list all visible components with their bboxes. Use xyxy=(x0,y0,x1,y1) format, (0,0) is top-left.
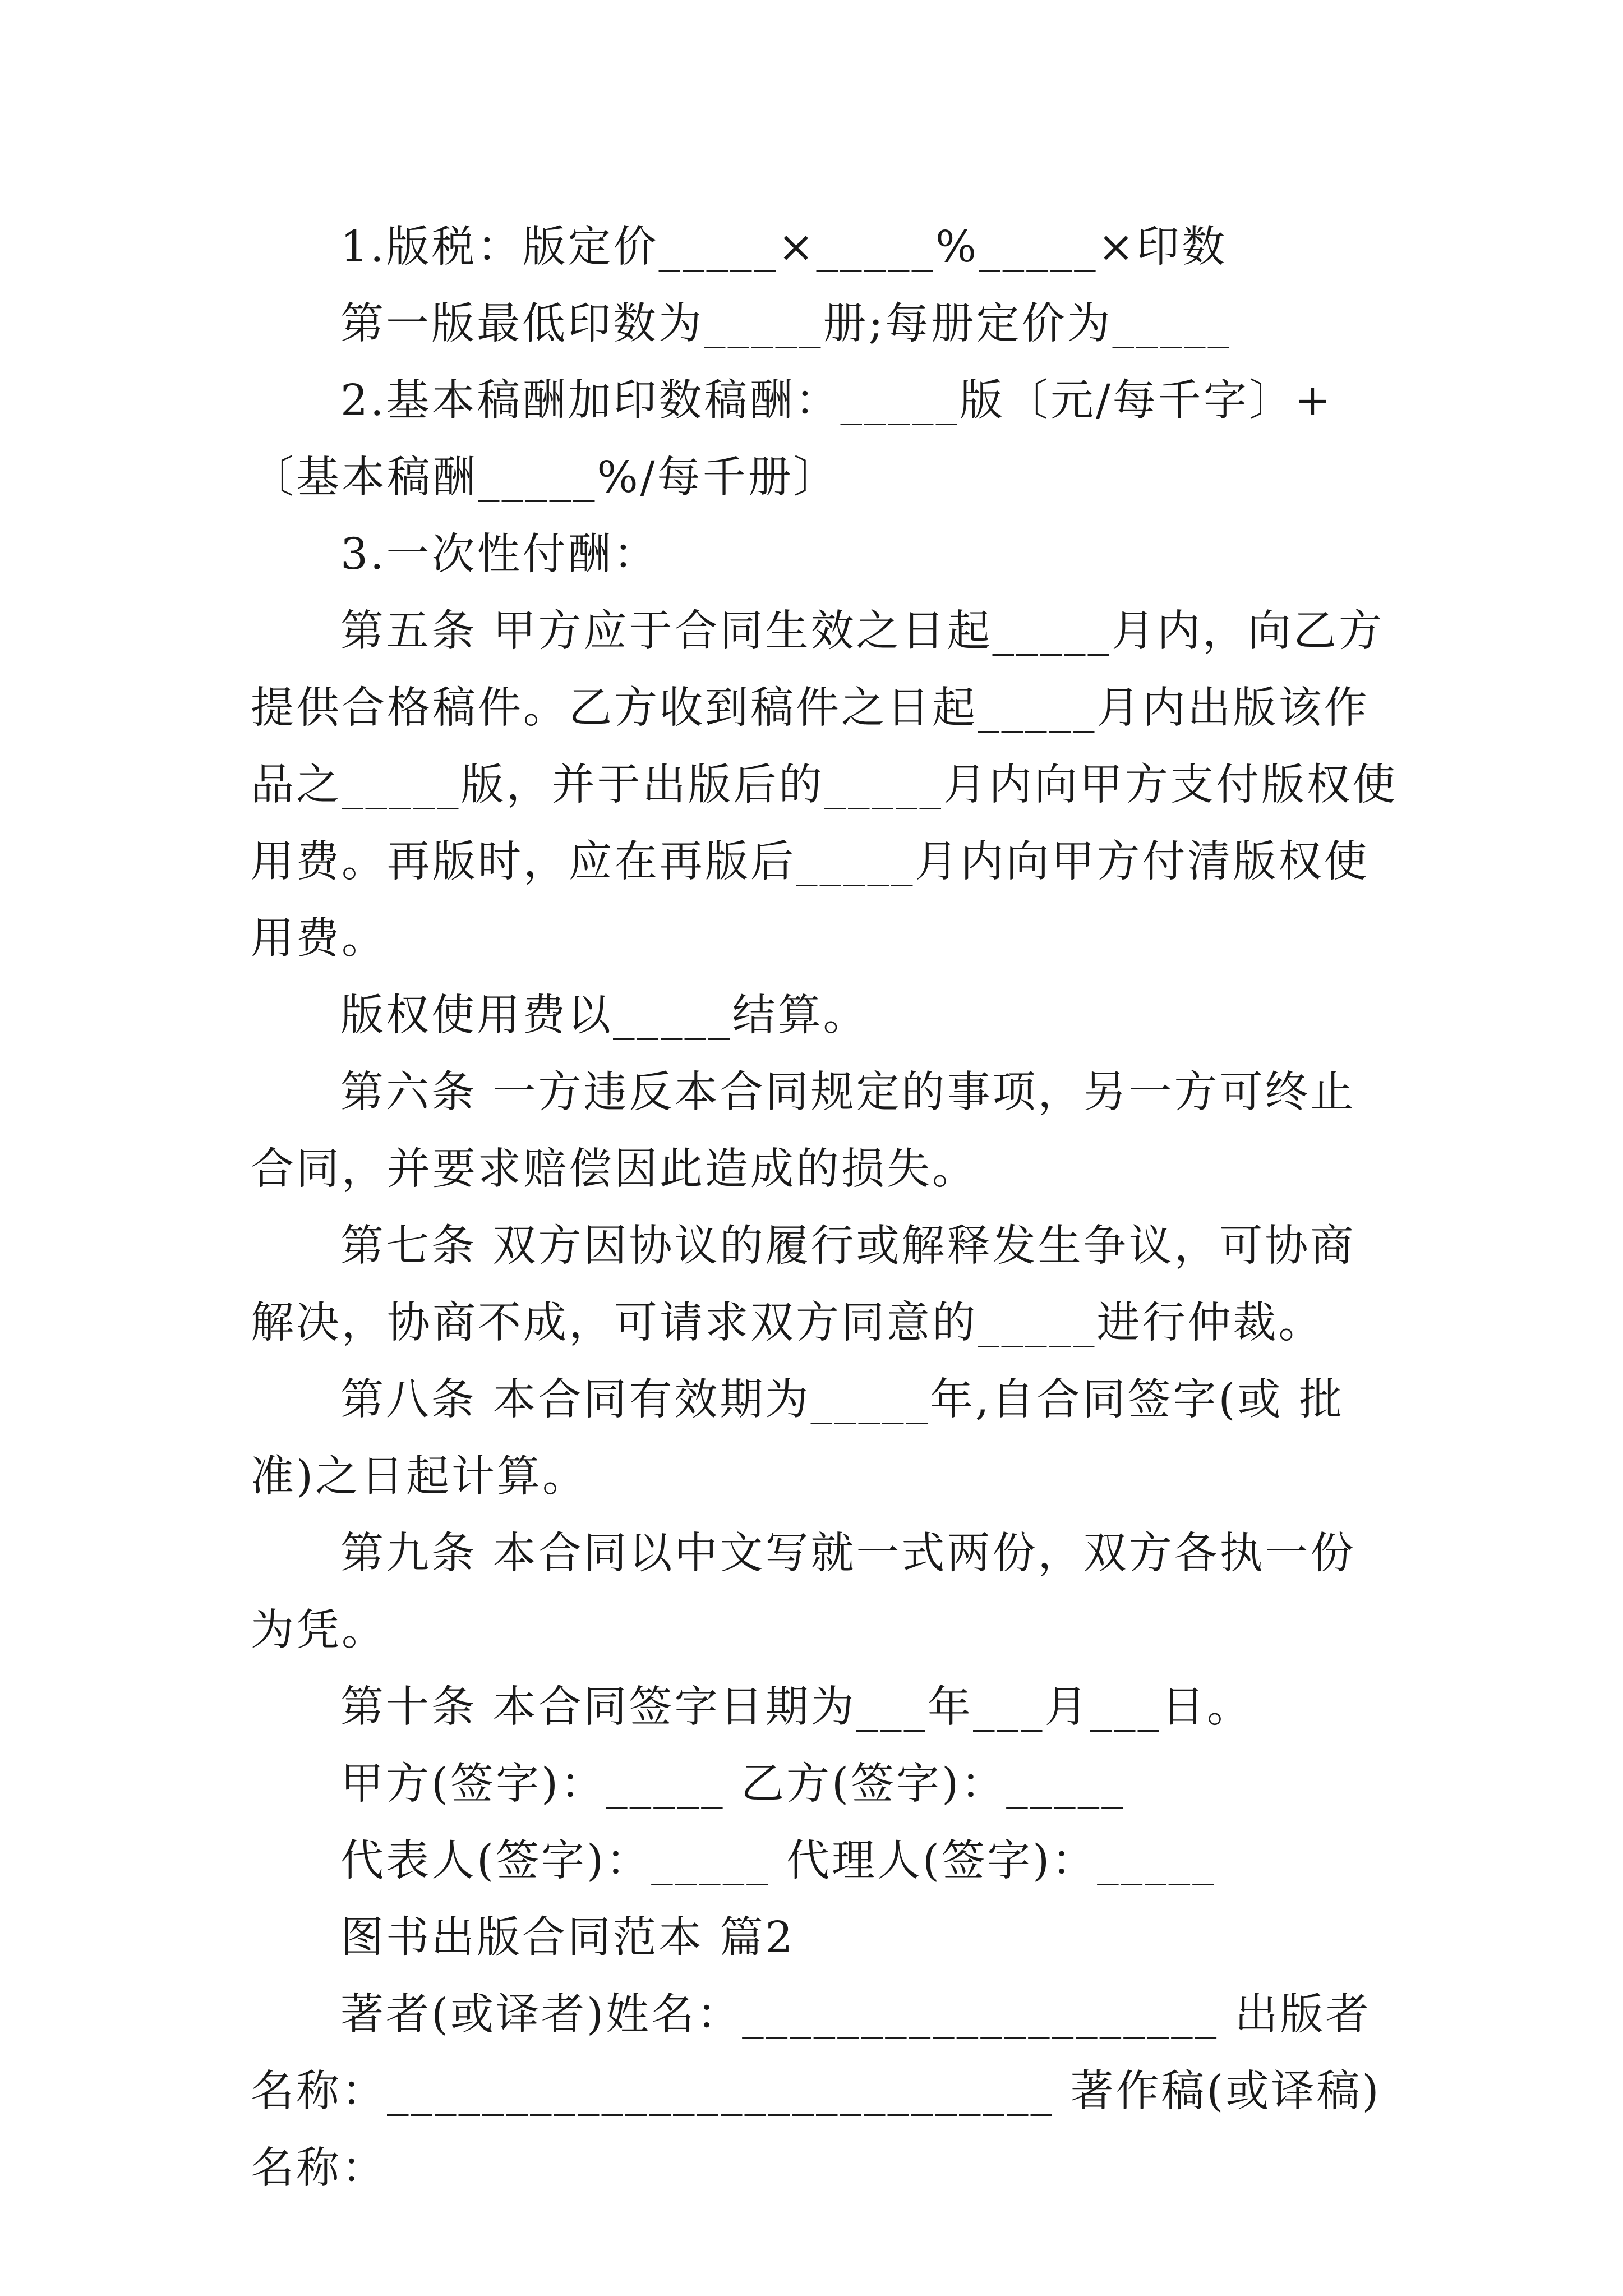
paragraph-settlement: 版权使用费以_____结算。 xyxy=(340,991,869,1041)
paragraph-article-9: 第九条 本合同以中文写就一式两份，双方各执一份为凭。 xyxy=(251,1529,1356,1655)
paragraph-author-publisher: 著者(或译者)姓名：____________________ 出版者名称：____________________________ 著作稿(或译稿)名称： xyxy=(251,1990,1381,2193)
paragraph-first-edition: 第一版最低印数为_____册;每册定价为_____ xyxy=(340,299,1232,349)
paragraph-article-7: 第七条 双方因协议的履行或解释发生争议，可协商解决，协商不成，可请求双方同意的_____进行仲裁。 xyxy=(251,1221,1356,1348)
paragraph-basic-fee: 2.基本稿酬加印数稿酬：_____版〔元/每千字〕+〔基本稿酬_____%/每千册〕 xyxy=(251,376,1333,503)
paragraph-article-5: 第五条 甲方应于合同生效之日起_____月内，向乙方提供合格稿件。乙方收到稿件之日起_____月内出版该作品之_____版，并于出版后的_____月内向甲方支付版权使用费。再版时，应在再版后_____月内向甲方付清版权使用费。 xyxy=(251,606,1398,964)
paragraph-article-8: 第八条 本合同有效期为_____年,自合同签字(或 批准)之日起计算。 xyxy=(251,1375,1344,1502)
paragraph-signatures-representatives: 代表人(签字)：_____ 代理人(签字)：_____ xyxy=(340,1836,1216,1886)
paragraph-royalty: 1.版税：版定价_____×_____%_____×印数 xyxy=(340,222,1228,272)
contract-body xyxy=(251,209,1400,2207)
paragraph-signatures-parties: 甲方(签字)：_____ 乙方(签字)：_____ xyxy=(340,1759,1126,1809)
paragraph-lump-sum: 3.一次性付酬： xyxy=(340,530,659,579)
paragraph-article-6: 第六条 一方违反本合同规定的事项，另一方可终止合同，并要求赔偿因此造成的损失。 xyxy=(251,1068,1356,1194)
section-heading-part-2: 图书出版合同范本 篇2 xyxy=(340,1913,795,1963)
paragraph-article-10: 第十条 本合同签字日期为___年___月___日。 xyxy=(340,1682,1252,1732)
